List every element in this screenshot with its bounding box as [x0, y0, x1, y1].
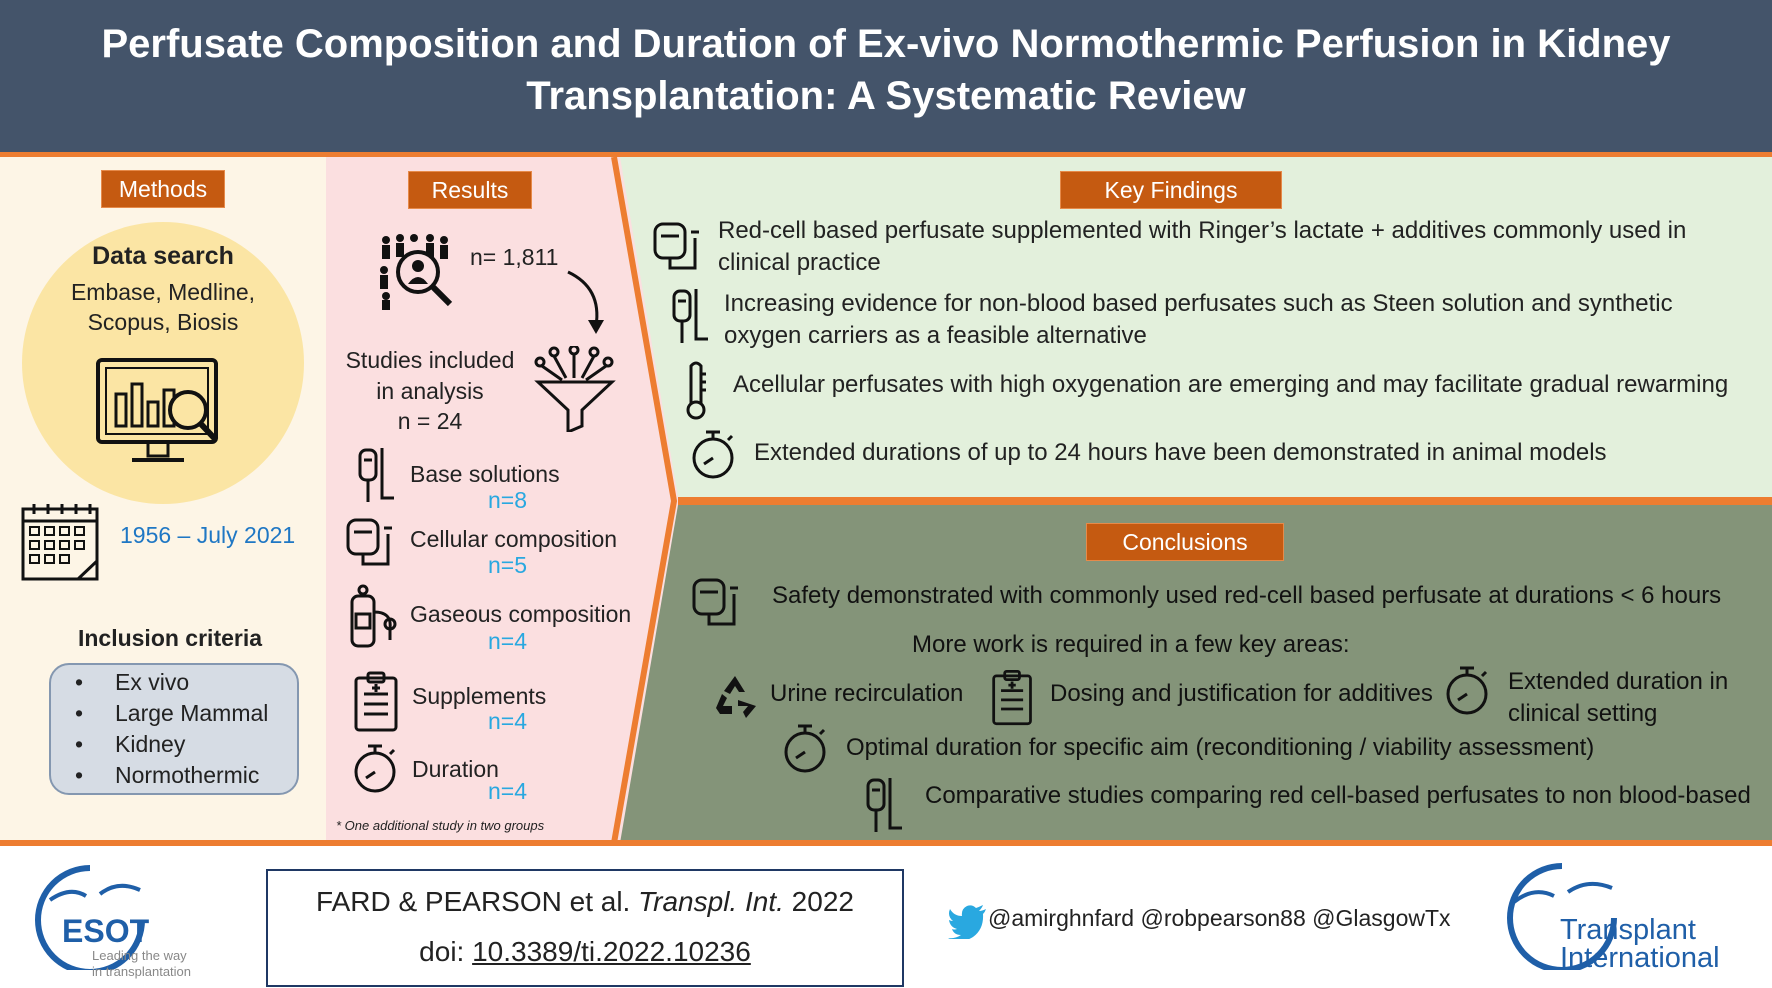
key-finding: Acellular perfusates with high oxygenation are emerging and may facilitate gradual rewarming [733, 371, 1729, 398]
citation-box [266, 869, 904, 987]
blood-bag-icon [651, 218, 703, 272]
doi-line [268, 927, 902, 977]
curved-arrow-icon [562, 268, 612, 338]
conclusions-label: Conclusions [1086, 523, 1284, 561]
conclusion-comparative: Comparative studies comparing red cell-based perfusates to non blood-based [925, 782, 1751, 809]
studies-included: Studies included [345, 347, 515, 373]
inclusion-criteria-title: Inclusion criteria [77, 625, 263, 651]
methods-label: Methods [101, 170, 225, 208]
category-count: n=4 [488, 778, 528, 804]
data-search-sources: Embase, Medline, [70, 279, 256, 305]
category-count: n=4 [488, 708, 528, 734]
inclusion-item: • Ex vivo [115, 667, 297, 698]
iv-bag-icon [862, 774, 906, 834]
thermometer-icon [682, 360, 710, 420]
citation-authors: FARD & PEARSON et al. [316, 886, 631, 917]
category-label: Gaseous composition [410, 601, 632, 627]
category-count: n=8 [488, 487, 528, 513]
key-findings-label: Key Findings [1060, 171, 1282, 209]
conclusion-dosing: Dosing and justification for additives [1050, 680, 1433, 707]
blood-bag-icon [344, 514, 396, 568]
section-divider [618, 497, 1772, 505]
stopwatch-icon [690, 428, 736, 482]
conclusion-urine: Urine recirculation [770, 680, 964, 707]
doi-label: doi: [419, 936, 465, 967]
data-search-title: Data search [92, 242, 234, 270]
clipboard-icon [352, 670, 402, 734]
total-records: n= 1,811 [470, 244, 559, 270]
journal-name: International [1560, 942, 1720, 974]
category-count: n=4 [488, 628, 528, 654]
inclusion-item: • Normothermic [115, 760, 297, 791]
esot-tagline: Leading the way [92, 948, 187, 963]
citation-journal: Transpl. Int. [638, 886, 784, 917]
footnote: * One additional study in two groups [336, 818, 545, 833]
funnel-icon [532, 346, 618, 432]
population-search-icon [378, 232, 458, 312]
date-range: 1956 – July 2021 [120, 522, 296, 548]
calendar-icon [20, 501, 102, 583]
key-finding: Red-cell based perfusate supplemented with Ringer’s lactate + additives commonly used in clinical practice [718, 217, 1687, 276]
twitter-icon [948, 905, 988, 939]
results-label: Results [408, 171, 532, 209]
conclusion-safety: Safety demonstrated with commonly used red-cell based perfusate at durations < 6 hours [772, 582, 1722, 609]
conclusion-extended: Extended duration in [1508, 668, 1729, 695]
key-finding: Increasing evidence for non-blood based perfusates such as Steen solution and synthetic oxygen carriers as a feasible alternative [724, 290, 1673, 349]
category-label: Base solutions [410, 461, 560, 487]
blood-bag-icon [690, 574, 742, 628]
category-label: Duration [412, 756, 499, 782]
citation-year: 2022 [791, 886, 854, 917]
esot-tagline: in transplantation [92, 964, 192, 979]
clipboard-icon [990, 668, 1036, 728]
inclusion-item: • Large Mammal [115, 698, 297, 729]
iv-bag-icon [354, 444, 398, 504]
category-label: Cellular composition [410, 526, 618, 552]
esot-name: ESOT [62, 913, 150, 949]
page-title: Perfusate Composition and Duration of Ex-vivo Normothermic Perfusion in Kidney Transplantation: A Systematic Review [101, 22, 1671, 118]
footer-divider [0, 840, 1772, 846]
stopwatch-icon [352, 742, 398, 796]
conclusion-extended: clinical setting [1508, 700, 1658, 727]
citation-line [268, 877, 902, 927]
inclusion-item: • Kidney [115, 729, 297, 760]
gas-cylinder-icon [346, 584, 402, 650]
stopwatch-icon [1444, 664, 1490, 718]
key-finding: Extended durations of up to 24 hours have been demonstrated in animal models [754, 439, 1607, 466]
recycle-icon [712, 674, 758, 720]
doi-link[interactable]: 10.3389/ti.2022.10236 [472, 936, 751, 967]
analytics-monitor-icon [92, 354, 232, 474]
journal-name: Transplant [1560, 914, 1696, 946]
twitter-handles[interactable]: @amirghnfard @robpearson88 @GlasgowTx [988, 905, 1451, 931]
inclusion-criteria-list [49, 663, 299, 795]
conclusion-more-work: More work is required in a few key areas: [912, 631, 1350, 658]
iv-bag-icon [668, 285, 712, 345]
category-label: Supplements [412, 683, 547, 709]
studies-count: n = 24 [397, 408, 463, 434]
studies-included: in analysis [376, 378, 484, 404]
stopwatch-icon [782, 722, 828, 776]
data-search-sources: Scopus, Biosis [87, 309, 239, 335]
conclusion-optimal: Optimal duration for specific aim (reconditioning / viability assessment) [846, 734, 1595, 761]
category-count: n=5 [488, 552, 528, 578]
